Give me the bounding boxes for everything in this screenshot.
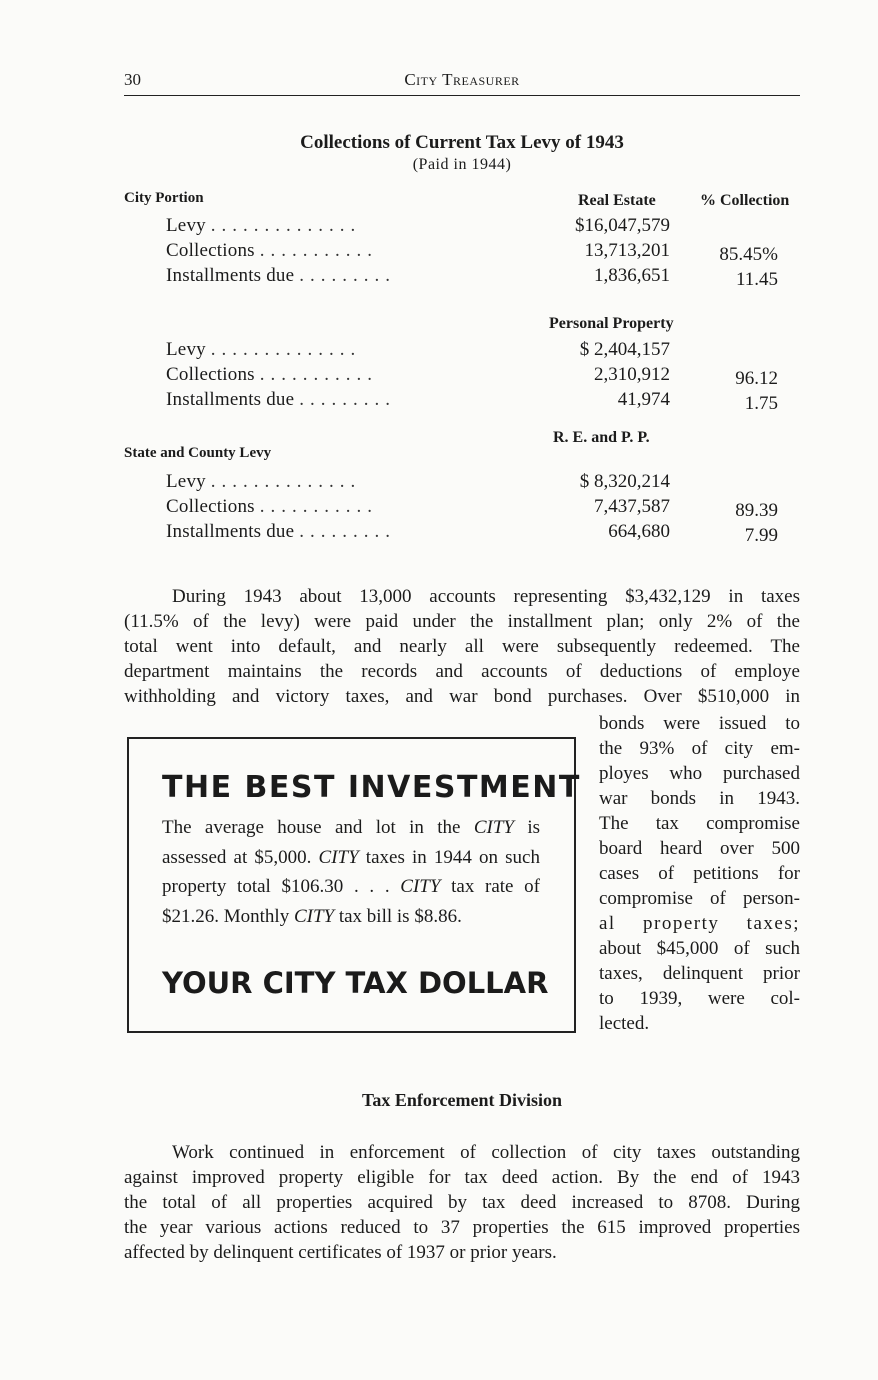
text-line: to 1939, were col- [599,988,800,1009]
text-line: cases of petitions for [599,863,800,884]
section-state-county: State and County Levy [124,445,272,461]
text-line: total went into default, and nearly all were subsequently redeemed. The [124,636,800,657]
text-line: about $45,000 of such [599,938,800,959]
header-rule [124,95,800,96]
box-footer: YOUR CITY TAX DOLLAR [162,966,549,1000]
table-row-label: Levy .............. [166,215,362,236]
table-row-pct: 96.12 [735,368,778,389]
col-pct-collection: % Collection [700,192,790,209]
table-row-amount: 7,437,587 [594,496,670,517]
text-line: lected. [599,1013,650,1034]
box-heading: THE BEST INVESTMENT [162,770,581,805]
text-line: al property taxes; [599,913,800,934]
table-row-label: Installments due ......... [166,389,396,410]
text-line: taxes, delinquent prior [599,963,800,984]
table-row-label: Collections ........... [166,364,378,385]
running-head [0,70,800,90]
text-line: withholding and victory taxes, and war bond purchases. Over $510,000 in [124,686,800,707]
table-row-label: Installments due ......... [166,265,396,286]
table-row-label: Installments due ......... [166,521,396,542]
text-line: ployes who purchased [599,763,800,784]
section-city-portion: City Portion [124,190,204,206]
table-row-label: Levy .............. [166,339,362,360]
page-number: 30 [124,70,141,89]
col-personal-property: Personal Property [549,315,674,332]
paragraph-enforcement [124,1140,800,1265]
table-row-amount: 13,713,201 [584,240,670,261]
text-line: the total of all properties acquired by tax deed increased to 8708. During [124,1192,800,1213]
text-line: board heard over 500 [599,838,800,859]
text-line: Work continued in enforcement of collection of city taxes outstanding [172,1142,800,1163]
table-row-amount: $ 2,404,157 [579,339,670,360]
text-line: against improved property eligible for tax deed action. By the end of 1943 [124,1167,800,1188]
text-line: During 1943 about 13,000 accounts representing $3,432,129 in taxes [172,586,800,607]
col-real-estate: Real Estate [578,192,656,209]
table-row-amount: 664,680 [608,521,670,542]
table-row-pct: 11.45 [735,269,778,290]
col-re-pp: R. E. and P. P. [553,429,650,446]
text-line: affected by delinquent certificates of 1937 or prior years. [124,1242,557,1263]
section-heading-tax-enforcement: Tax Enforcement Division [361,1090,562,1110]
box-text: The average house and lot in the CITY is assessed at $5,000. CITY taxes in 1944 on such property total $106.30 . . . CITY tax rate of $21.26. Monthly CITY tax bill is $8.86. [162,817,541,927]
table-title: Collections of Current Tax Levy of 1943 [300,132,624,153]
text-line: department maintains the records and accounts of deductions of employe [124,661,800,682]
text-line: (11.5% of the levy) were paid under the installment plan; only 2% of the [124,611,800,632]
text-line: the year various actions reduced to 37 properties the 615 improved properties [124,1217,800,1238]
table-row-amount: 41,974 [617,389,670,410]
table-row-amount: $16,047,579 [575,215,670,236]
table-row-label: Collections ........... [166,496,378,517]
running-head-text: City Treasurer [404,70,520,89]
table-row-amount: $ 8,320,214 [579,471,670,492]
table-row-amount: 2,310,912 [594,364,670,385]
text-line: war bonds in 1943. [599,788,800,809]
table-row-pct: 89.39 [735,500,778,521]
table-row-label: Levy .............. [166,471,362,492]
paragraph-installments [124,584,800,709]
table-row-label: Collections ........... [166,240,378,261]
text-line: The tax compromise [599,813,800,834]
table-row-pct: 85.45% [719,244,778,265]
text-line: the 93% of city em- [599,738,800,759]
table-row-pct: 7.99 [744,525,778,546]
text-line: bonds were issued to [599,713,800,734]
table-row-amount: 1,836,651 [594,265,670,286]
text-line: compromise of person- [599,888,800,909]
table-row-pct: 1.75 [744,393,778,414]
paragraph-side-column [599,711,800,1036]
table-subtitle: (Paid in 1944) [412,156,512,173]
